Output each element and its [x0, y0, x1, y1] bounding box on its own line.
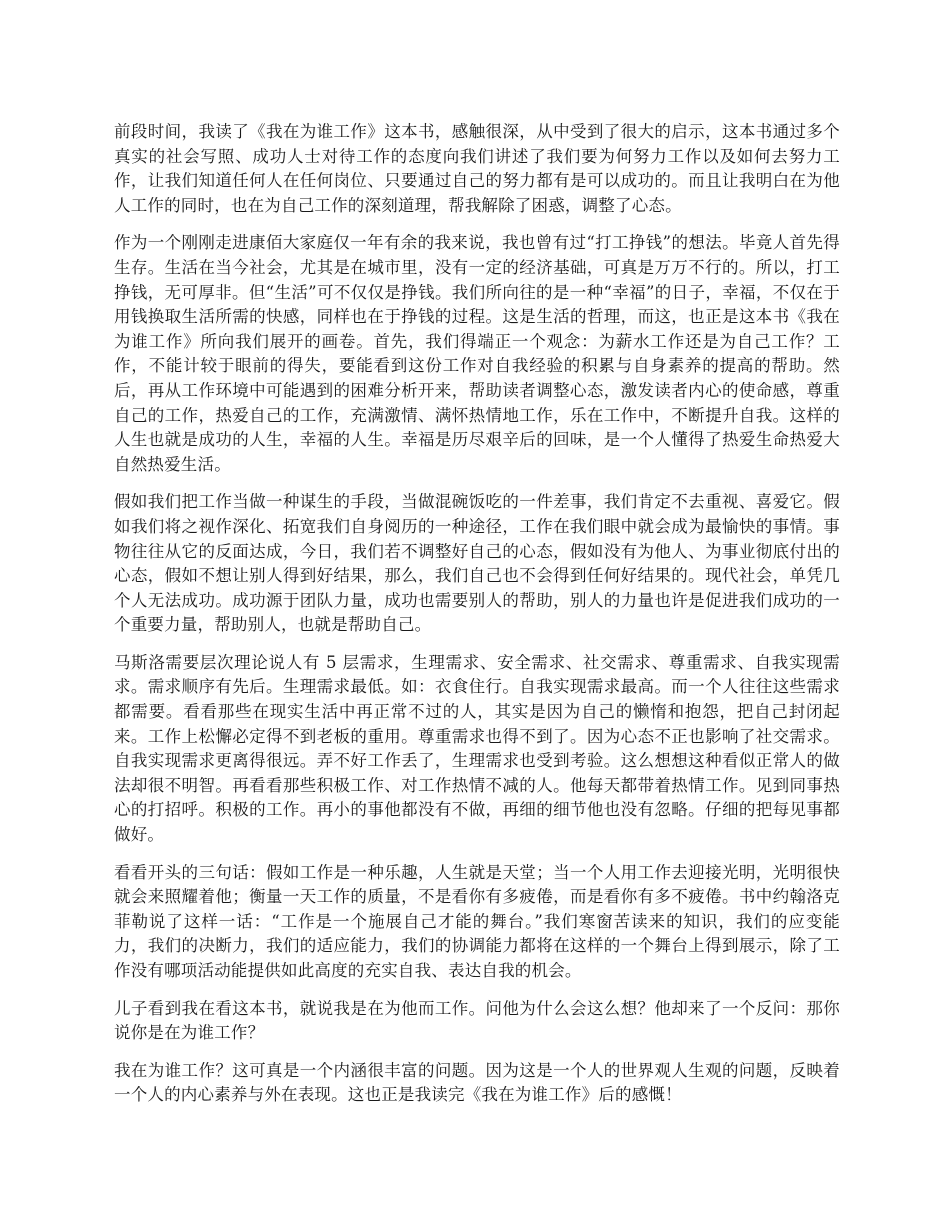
paragraph-5: 看看开头的三句话：假如工作是一种乐趣，人生就是天堂；当一个人用工作去迎接光明，光明很快就会来照耀着他；衡量一天工作的质量，不是看你有多疲倦，而是看你有多不疲倦。书中约翰洛克菲勒说了这样一话：“工作是一个施展自己才能的舞台。”我们寒窗苦读来的知识，我们的应变能力，我们的决断力，我们的适应能力，我们的协调能力都将在这样的一个舞台上得到展示，除了工作没有哪项活动能提供如此高度的充实自我、表达自我的机会。 — [114, 862, 840, 980]
document-body — [114, 120, 840, 1121]
paragraph-7: 我在为谁工作？这可真是一个内涵很丰富的问题。因为这是一个人的世界观人生观的问题，反映着一个人的内心素养与外在表现。这也正是我读完《我在为谁工作》后的感慨！ — [114, 1060, 840, 1105]
paragraph-1: 前段时间，我读了《我在为谁工作》这本书，感触很深，从中受到了很大的启示，这本书通过多个真实的社会写照、成功人士对待工作的态度向我们讲述了我们要为何努力工作以及如何去努力工作，让我们知道任何人在任何岗位、只要通过自己的努力都有是可以成功的。而且让我明白在为他人工作的同时，也在为自己工作的深刻道理，帮我解除了困惑，调整了心态。 — [114, 122, 840, 215]
paragraph-3: 假如我们把工作当做一种谋生的手段，当做混碗饭吃的一件差事，我们肯定不去重视、喜爱它。假如我们将之视作深化、拓宽我们自身阅历的一种途径，工作在我们眼中就会成为最愉快的事情。事物往往从它的反面达成，今日，我们若不调整好自己的心态，假如没有为他人、为事业彻底付出的心态，假如不想让别人得到好结果，那么，我们自己也不会得到任何好结果的。现代社会，单凭几个人无法成功。成功源于团队力量，成功也需要别人的帮助，别人的力量也许是促进我们成功的一个重要力量，帮助别人，也就是帮助自己。 — [114, 492, 840, 635]
paragraph-4: 马斯洛需要层次理论说人有 5 层需求，生理需求、安全需求、社交需求、尊重需求、自我实现需求。需求顺序有先后。生理需求最低。如：衣食住行。自我实现需求最高。而一个人往往这些需求都需要。看看那些在现实生活中再正常不过的人，其实是因为自己的懒惰和抱怨，把自己封闭起来。工作上松懈必定得不到老板的重用。尊重需求也得不到了。因为心态不正也影响了社交需求。自我实现需求更离得很远。弄不好工作丢了，生理需求也受到考验。这么想想这种看似正常人的做法却很不明智。再看看那些积极工作、对工作热情不减的人。他每天都带着热情工作。见到同事热心的打招呼。积极的工作。再小的事他都没有不做，再细的细节他也没有忽略。仔细的把每见事都做好。 — [114, 652, 840, 845]
paragraph-6: 儿子看到我在看这本书，就说我是在为他而工作。问他为什么会这么想？他却来了一个反问：那你说你是在为谁工作？ — [114, 998, 840, 1043]
paragraph-2: 作为一个刚刚走进康佰大家庭仅一年有余的我来说，我也曾有过“打工挣钱”的想法。毕竟人首先得生存。生活在当今社会，尤其是在城市里，没有一定的经济基础，可真是万万不行的。所以，打工挣钱，无可厚非。但“生活”可不仅仅是挣钱。我们所向往的是一种“幸福”的日子，幸福，不仅在于用钱换取生活所需的快感，同样也在于挣钱的过程。这是生活的哲理，而这，也正是这本书《我在为谁工作》所向我们展开的画卷。首先，我们得端正一个观念：为薪水工作还是为自己工作？工作，不能计较于眼前的得失，要能看到这份工作对自我经验的积累与自身素养的提高的帮助。然后，再从工作环境中可能遇到的困难分析开来，帮助读者调整心态，激发读者内心的使命感，尊重自己的工作，热爱自己的工作，充满激情、满怀热情地工作，乐在工作中，不断提升自我。这样的人生也就是成功的人生，幸福的人生。幸福是历尽艰辛后的回味，是一个人懂得了热爱生命热爱大自然热爱生活。 — [114, 233, 840, 474]
